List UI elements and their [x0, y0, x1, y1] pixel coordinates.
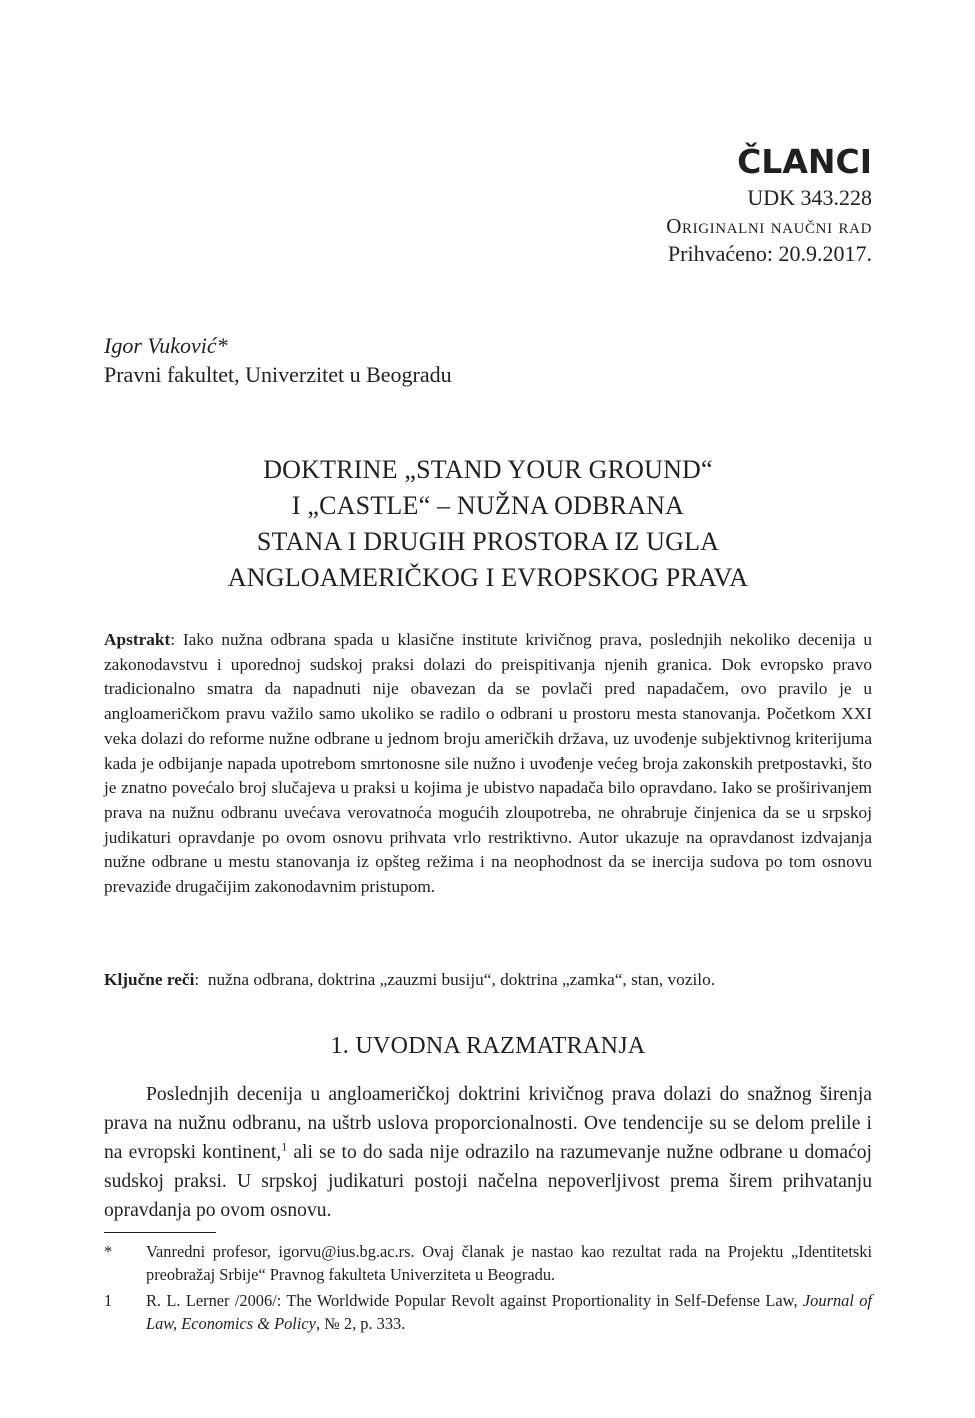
footnote-mark: 1 — [104, 1291, 113, 1310]
paragraph-text: ali se to do sada nije odrazilo na razumevanje nužne odbrane u domaćoj sudskoj praksi. U srpskoj judikaturi postoji načelna nepoverljivost prema širem prihvatanju opravdanja po ovom osnovu. — [104, 1142, 872, 1221]
paragraph-text: Poslednjih decenija u angloameričkoj doktrini krivičnog prava dolazi do snažnog širenja prava na nužnu odbranu, na uštrb uslova proporcionalnosti. Ove tendencije su se delom prelile i na evropski kontinent, — [104, 1084, 872, 1163]
footnote-text: Vanredni profesor, igorvu@ius.bg.ac.rs. Ovaj članak je nastao kao rezultat rada na Projektu „Identitetski preobražaj Srbije“ Pravnog fakulteta Univerziteta u Beogradu. — [146, 1242, 872, 1284]
article-title — [104, 452, 872, 596]
abstract-label: Apstrakt — [104, 630, 171, 649]
title-line: I „CASTLE“ – NUŽNA ODBRANA — [291, 491, 685, 520]
keywords — [104, 968, 872, 992]
section-label: ČLANCI — [737, 142, 872, 181]
footnote-reference[interactable]: 1 — [281, 1139, 288, 1154]
keywords-text: nužna odbrana, doktrina „zauzmi busiju“, doktrina „zamka“, stan, vozilo. — [207, 970, 716, 989]
title-line: DOKTRINE „STAND YOUR GROUND“ — [263, 455, 713, 484]
accepted-date: Prihvaćeno: 20.9.2017. — [667, 241, 872, 266]
title-line: STANA I DRUGIH PROSTORA IZ UGLA — [256, 527, 720, 556]
keywords-separator: : — [194, 970, 208, 989]
footnote — [104, 1290, 872, 1335]
footnotes — [104, 1241, 872, 1339]
author-block — [104, 331, 452, 389]
footnote — [104, 1241, 872, 1286]
footnote-divider — [104, 1232, 216, 1233]
article-header — [666, 140, 872, 268]
footnote-mark: * — [104, 1242, 113, 1261]
udk-code: UDK 343.228 — [747, 185, 872, 210]
journal-name: Journal of Law, Economics & Policy — [146, 1291, 872, 1333]
citation-text: R. L. Lerner /2006/: The Worldwide Popular Revolt against Proportionality in Self-Defense Law, — [146, 1291, 803, 1310]
abstract-separator: : — [170, 630, 183, 649]
footnote-text — [146, 1290, 872, 1335]
abstract — [104, 628, 872, 900]
citation-text: , № 2, p. 333. — [315, 1313, 406, 1333]
section-heading: 1. UVODNA RAZMATRANJA — [330, 1033, 646, 1059]
article-type: Originalni naučni rad — [666, 214, 872, 238]
body-paragraph — [104, 1080, 872, 1225]
abstract-text: Iako nužna odbrana spada u klasične institute krivičnog prava, poslednjih nekoliko decenija u zakonodavstvu i uporednoj sudskoj praksi dolazi do preispitivanja njenih granica. Dok evropsko pravo tradicionalno smatra da napadnuti nije obavezan da se povlači pred napadačem, ovo pravilo je u angloameričkom pravu važilo samo ukoliko se radilo o odbrani u prostoru mesta stanovanja. Početkom XXI veka dolazi do reforme nužne odbrane u jednom broju američkih država, uz uvođenje subjektivnog kriterijuma kada je odbijanje napada upotrebom smrtonosne sile nužno i uvođenje većeg broja zakonskih pretpostavki, što je znatno povećalo broj slučajeva u praksi u kojima je ubistvo napadača bilo opravdano. Iako se proširivanjem prava na nužnu odbranu uvećava verovatnoća mogućih zloupotreba, ne ohrabruje činjenica da se u srpskoj judikaturi opravdanje po ovom osnovu prihvata vrlo restriktivno. Autor ukazuje na opravdanost izdvajanja nužne odbrane u mestu stanovanja iz opšteg režima i na neophodnost da se inercija sudova po tom osnovu prevaziđe drugačijim zakonodavnim pristupom. — [104, 630, 873, 897]
author-name: Igor Vuković* — [104, 333, 228, 358]
keywords-label: Ključne reči — [104, 970, 195, 989]
title-line: ANGLOAMERIČKOG I EVROPSKOG PRAVA — [227, 563, 749, 592]
author-affiliation: Pravni fakultet, Univerzitet u Beogradu — [104, 362, 452, 387]
